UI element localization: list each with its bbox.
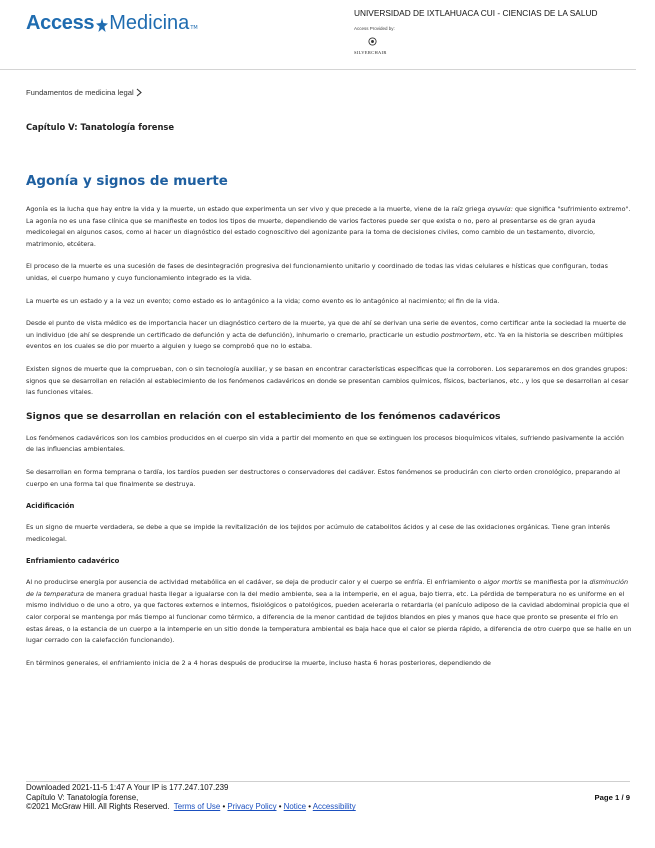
italic-disminucion: disminución de la temperatura <box>26 578 629 598</box>
provider-seal-icon <box>368 37 377 46</box>
access-provided-label: Access Provided by: <box>354 26 395 31</box>
page-header <box>0 0 655 70</box>
subheading-enfriamiento: Enfriamiento cadavérico <box>26 557 120 566</box>
institution-block <box>354 8 597 55</box>
italic-postmortem: postmortem <box>441 330 481 339</box>
paragraph-proceso: El proceso de la muerte es una sucesión de fases de desintegración progresiva del funcionamiento unitario y coordinado de todas las vidas celulares e hísticas que configuran, todas unidas, el cuerpo humano y cuyo funcionamiento integrado es la vida. <box>26 262 608 282</box>
paragraph-acidificacion: Es un signo de muerte verdadera, se debe a que se impide la revitalización de los tejidos por acúmulo de catabolitos ácidos y al cese de las oxidaciones orgánicas. Tiene gran interés medicolegal. <box>26 523 610 543</box>
paragraph-desarrollo: Se desarrollan en forma temprana o tardía, los tardíos pueden ser destructores o conservadores del cadáver. Estos fenómenos se producirán con cierto orden cronológico, preparando al cuerpo en una forma tal que finalmente se destruya. <box>26 467 621 488</box>
paragraph-terminos: En términos generales, el enfriamiento inicia de 2 a 4 horas después de producirse la muerte, incluso hasta 6 horas posteriores, dependiendo de <box>26 658 491 667</box>
subheading-acidificacion: Acidificación <box>26 502 75 511</box>
notice-link[interactable]: Notice <box>283 802 307 812</box>
privacy-policy-link[interactable]: Privacy Policy <box>227 802 277 812</box>
accessibility-link[interactable]: Accessibility <box>312 802 356 812</box>
paragraph-agonia: Agonía es la lucha que hay entre la vida y la muerte, un estado que experimenta un ser vivo y que precede a la muerte, viene de la raíz griega αγωνία: que significa "sufrimiento extremo". La agonía no es una fase clínica que se manifieste en todos los tipos de muerte, dependiendo de varios factores puede ser que exista o no, pero al presentarse es de gran ayuda medicolegal en algunos casos, como al hacer un diagnóstico del estado cognoscitivo del agonizante para la toma de decisiones civiles, como cambio de un testamento, divorcio, matrimonio, etcétera. <box>26 205 631 248</box>
terms-of-use-link[interactable]: Terms of Use <box>173 802 221 812</box>
chevron-right-icon <box>136 88 142 97</box>
copyright-text: ©2021 McGraw Hill. All Rights Reserved. <box>26 802 170 812</box>
paragraph-estado-evento: La muerte es un estado y a la vez un evento; como estado es lo antagónico a la vida; como evento es lo antagónico al nacimiento; el fin de la vida. <box>26 296 500 305</box>
header-divider <box>0 69 636 70</box>
paragraph-diagnostico: Desde el punto de vista médico es de importancia hacer un diagnóstico certero de la muerte, ya que de ahí se derivan una serie de eventos, como certificar ante la sociedad la muerte de un individuo (de ahí se desprende un certificado de defunción y acta de defunción), inhumarlo o cremarlo, practicarle un estudio postmortem, etc. Ya en la historia se describen múltiples eventos en los cuales se dio por muerto a alguien y luego se comprobó que no lo estaba. <box>26 319 627 351</box>
footer-chapter: Capítulo V: Tanatología forense, <box>26 792 139 802</box>
paragraph-enfriamiento: Al no producirse energía por ausencia de actividad metabólica en el cadáver, se deja de producir calor y el cuerpo se enfría. El enfriamiento o algor mortis se manifiesta por la disminución de la temperatura de manera gradual hasta llegar a igualarse con la del medio ambiente, sea a la intemperie, en el agua, bajo tierra, etc. La pérdida de temperatura no es uniforme en el mismo individuo o de uno a otro, ya que factores externos e internos, fisiológicos o patológicos, pueden acelerarla o retardarla (el panículo adiposo de la cavidad abdominal propicia que el calor corporal se mantenga por más tiempo al funcionar como térmico, a diferencia de la menor cantidad de tejidos blandos en pies y manos que hace que pronto se presente el frío en estas áreas, o la estancia de un cuerpo a la intemperie en un sitio donde la temperatura ambiental es baja hace que el calor se pierda rápido, a diferencia de otro cuerpo que se halle en un lugar cerrado con la calefacción funcionando). <box>26 578 632 645</box>
footer-legal: ©2021 McGraw Hill. All Rights Reserved. Terms of Use • Privacy Policy • Notice • Accessibility <box>26 802 356 812</box>
greek-term: αγωνία: <box>487 205 513 213</box>
logo-access-text: Access <box>26 12 95 34</box>
section-heading-fenomenos: Signos que se desarrollan en relación con el establecimiento de los fenómenos cadavéricos <box>26 410 501 422</box>
logo-star-icon <box>96 18 108 32</box>
paragraph-fenomenos: Los fenómenos cadavéricos son los cambios producidos en el cuerpo sin vida a partir del momento en que se extinguen los procesos bioquímicos vitales, sufriendo pasivamente la acción de las influencias ambientales. <box>26 433 624 454</box>
provider-logo-text: SILVERCHAIR <box>354 50 387 55</box>
accessmedicina-logo[interactable] <box>26 12 198 35</box>
page-footer <box>26 783 630 812</box>
article-body <box>26 204 632 680</box>
italic-algor-mortis: algor mortis <box>483 578 523 587</box>
logo-trademark: TM <box>190 25 198 31</box>
footer-divider <box>26 781 630 782</box>
breadcrumb[interactable] <box>26 88 142 97</box>
logo-medicina-text: Medicina <box>109 12 190 34</box>
paragraph-signos: Existen signos de muerte que la comprueban, con o sin tecnología auxiliar, y se basan en encontrar características específicas que la corroboren. Los separaremos en dos grandes grupos: signos que se desarrollan en relación al establecimiento de los fenómenos cadavéricos en donde se presentan cambios químicos, físicos, bacterianos, etc., y los que se desarrollan al cesar las funciones vitales. <box>26 364 629 397</box>
chapter-title: Capítulo V: Tanatología forense <box>26 122 175 132</box>
institution-name: UNIVERSIDAD DE IXTLAHUACA CUI - CIENCIAS DE LA SALUD <box>354 8 598 18</box>
breadcrumb-book-link[interactable]: Fundamentos de medicina legal <box>26 88 134 97</box>
page-number: Page 1 / 9 <box>594 793 630 802</box>
download-info: Downloaded 2021-11-5 1:47 A Your IP is 177.247.107.239 <box>26 783 229 792</box>
page-title: Agonía y signos de muerte <box>26 174 228 189</box>
